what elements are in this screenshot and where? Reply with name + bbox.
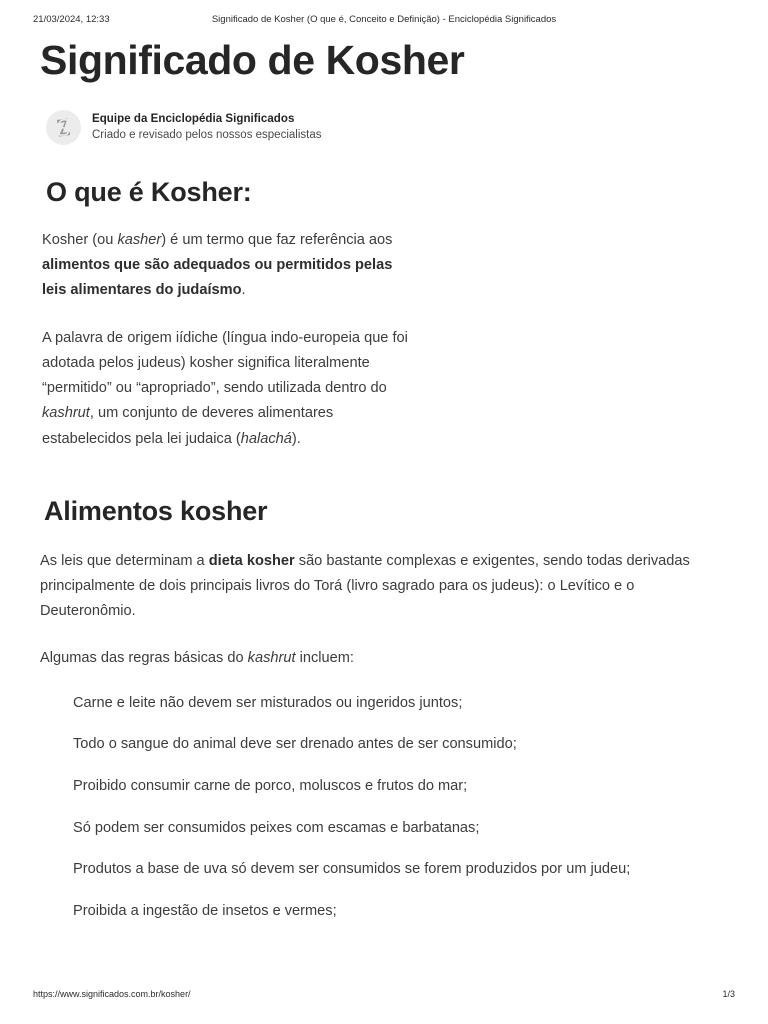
article-content — [40, 38, 728, 924]
paragraph-diet-laws — [40, 549, 728, 625]
author-info — [92, 112, 321, 143]
text-run-bold: alimentos que são adequados ou permitidos pelas leis alimentares do judaísmo — [42, 257, 393, 299]
text-run-italic: kashrut — [42, 405, 90, 422]
text-run-bold: dieta kosher — [208, 552, 295, 569]
list-item: Só podem ser consumidos peixes com escamas e barbatanas; — [73, 819, 480, 836]
paragraph-origin — [42, 326, 414, 452]
text-run-normal: , um conjunto de deveres alimentares estabelecidos pela lei judaica ( — [42, 405, 334, 447]
print-footer — [0, 989, 768, 1002]
paragraph-rules-intro — [40, 646, 728, 671]
text-run-normal: Kosher (ou — [42, 231, 118, 248]
section-heading-foods: Alimentos kosher — [44, 495, 268, 526]
monogram-s-icon — [46, 110, 81, 145]
author-name: Equipe da Enciclopédia Significados — [92, 112, 295, 125]
list-item: Todo o sangue do animal deve ser drenado antes de ser consumido; — [73, 736, 517, 753]
text-run-normal: ). — [291, 430, 301, 447]
page-title: Significado de Kosher — [40, 37, 465, 83]
text-run-italic: kasher — [117, 231, 162, 248]
text-run-normal: As leis que determinam a — [40, 552, 209, 569]
list-item: Produtos a base de uva só devem ser consumidos se forem produzidos por um judeu; — [73, 861, 631, 878]
section-heading-intro: O que é Kosher: — [46, 176, 252, 207]
author-byline — [46, 110, 728, 145]
list-item: Proibido consumir carne de porco, moluscos e frutos do mar; — [73, 778, 468, 794]
print-page-title: Significado de Kosher (O que é, Conceito e Definição) - Enciclopédia Significados — [211, 14, 557, 25]
text-run-italic: kashrut — [247, 650, 296, 667]
author-subtitle: Criado e revisado pelos nossos especialistas — [92, 128, 322, 141]
text-run-normal: incluem: — [295, 650, 354, 667]
text-run-normal: Algumas das regras básicas do — [40, 650, 248, 667]
text-run-normal: . — [241, 282, 246, 299]
source-url: https://www.significados.com.br/kosher/ — [33, 989, 191, 999]
text-run-normal: são bastante complexas e exigentes, sendo todas derivadas principalmente de dois principais livros do Torá (livro sagrado para os judeus): o Levítico e o Deuteronômio. — [40, 552, 690, 620]
page-number: 1/3 — [722, 989, 735, 999]
list-item: Carne e leite não devem ser misturados ou ingeridos juntos; — [73, 694, 463, 711]
text-run-normal: A palavra de origem iídiche (língua indo-europeia que foi adotada pelos judeus) kosher significa literalmente “permitido” ou “apropriado”, sendo utilizada dentro do — [42, 329, 408, 397]
avatar — [46, 110, 81, 145]
paragraph-definition — [42, 228, 414, 304]
print-header — [0, 14, 768, 28]
print-date: 21/03/2024, 12:33 — [33, 14, 110, 25]
kashrut-rules-list — [40, 692, 728, 924]
list-item: Proibida a ingestão de insetos e vermes; — [73, 902, 337, 919]
text-run-normal: ) é um termo que faz referência aos — [161, 231, 393, 248]
text-run-italic: halachá — [240, 430, 292, 447]
